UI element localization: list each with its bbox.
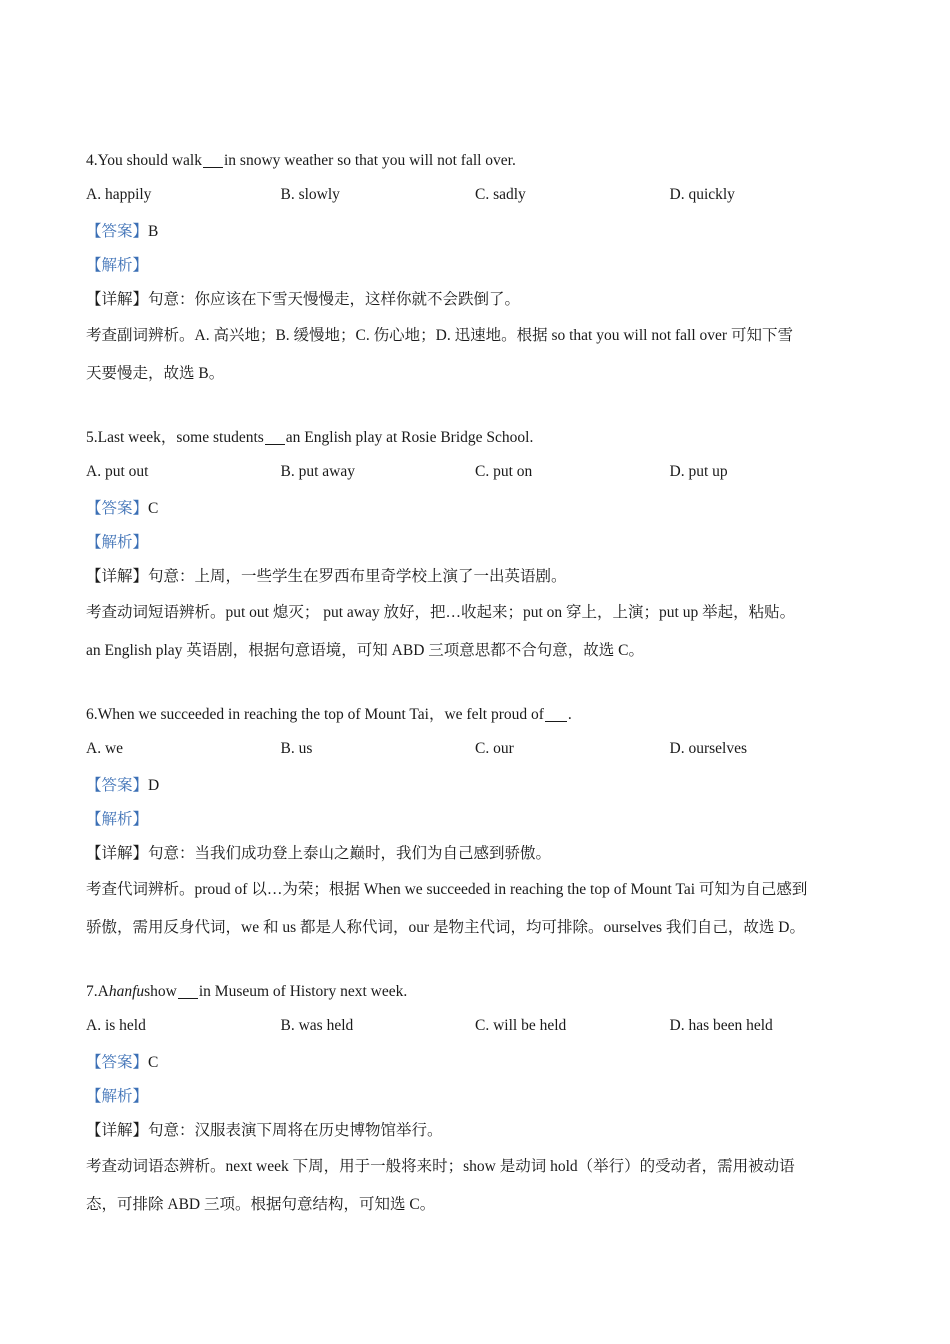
question-7 bbox=[86, 977, 876, 1224]
options-row bbox=[86, 175, 876, 215]
answer-line bbox=[86, 769, 876, 803]
question-4 bbox=[86, 146, 876, 393]
option-b: B. us bbox=[280, 740, 313, 757]
stem-text: in Museum of History next week. bbox=[198, 982, 408, 1000]
option-d: D. put up bbox=[669, 463, 728, 480]
stem-text: 6.When we succeeded in reaching the top of Mount Tai，we felt proud of bbox=[86, 705, 544, 723]
options-row bbox=[86, 452, 876, 492]
explanation-line: 骄傲，需用反身代词，we 和 us 都是人称代词，our 是物主代词，均可排除。ourselves 我们自己，故选 D。 bbox=[86, 919, 806, 936]
detail-line bbox=[86, 1114, 876, 1148]
answer-value: C bbox=[148, 1054, 159, 1071]
option-a: A. we bbox=[86, 740, 124, 757]
explanation-line: 考查动词短语辨析。put out 熄灭； put away 放好，把…收起来；put on 穿上，上演；put up 举起，粘贴。 bbox=[86, 604, 796, 621]
explanation-line: an English play 英语剧，根据句意语境，可知 ABD 三项意思都不合句意，故选 C。 bbox=[86, 642, 644, 659]
stem-italic-word: hanfu bbox=[108, 982, 145, 1000]
option-b: B. was held bbox=[280, 1017, 354, 1034]
stem-text: 5.Last week，some students bbox=[86, 428, 264, 446]
option-c: C. will be held bbox=[475, 1017, 567, 1034]
answer-line bbox=[86, 1046, 876, 1080]
option-d: D. quickly bbox=[669, 186, 735, 203]
answer-blank bbox=[265, 430, 285, 445]
document-page bbox=[86, 146, 876, 1254]
detail-tag: 【详解】 bbox=[86, 845, 149, 862]
option-c: C. our bbox=[475, 740, 514, 757]
answer-line bbox=[86, 492, 876, 526]
question-stem bbox=[86, 977, 876, 1006]
detail-text: 句意：汉服表演下周将在历史博物馆举行。 bbox=[148, 1122, 443, 1139]
question-6 bbox=[86, 700, 876, 947]
answer-tag: 【答案】 bbox=[86, 223, 149, 240]
option-a: A. happily bbox=[86, 186, 152, 203]
answer-value: D bbox=[148, 777, 160, 794]
answer-value: B bbox=[148, 223, 159, 240]
stem-text: an English play at Rosie Bridge School. bbox=[285, 428, 534, 446]
explanation-line: 考查副词辨析。A. 高兴地；B. 缓慢地；C. 伤心地；D. 迅速地。根据 so that you will not fall over 可知下雪 bbox=[86, 327, 793, 344]
explanation-line: 态，可排除 ABD 三项。根据句意结构，可知选 C。 bbox=[86, 1196, 436, 1213]
question-5 bbox=[86, 423, 876, 670]
answer-tag: 【答案】 bbox=[86, 1054, 149, 1071]
analysis-tag: 【解析】 bbox=[86, 534, 149, 551]
detail-line bbox=[86, 283, 876, 317]
answer-blank bbox=[203, 153, 223, 168]
stem-text: in snowy weather so that you will not fall over. bbox=[224, 151, 516, 169]
options-row bbox=[86, 1006, 876, 1046]
option-c: C. sadly bbox=[475, 186, 526, 203]
explanation-line: 考查动词语态辨析。next week 下周，用于一般将来时；show 是动词 hold（举行）的受动者，需用被动语 bbox=[86, 1158, 795, 1175]
option-a: A. is held bbox=[86, 1017, 146, 1034]
answer-value: C bbox=[148, 500, 159, 517]
answer-blank bbox=[178, 984, 198, 999]
analysis-line bbox=[86, 249, 876, 283]
detail-line bbox=[86, 837, 876, 871]
detail-tag: 【详解】 bbox=[86, 568, 149, 585]
answer-line bbox=[86, 215, 876, 249]
stem-text: . bbox=[567, 705, 572, 723]
explanation-line: 考查代词辨析。proud of 以…为荣；根据 When we succeeded in reaching the top of Mount Tai 可知为自己感到 bbox=[86, 881, 808, 898]
option-d: D. ourselves bbox=[669, 740, 747, 757]
question-stem bbox=[86, 423, 876, 452]
option-c: C. put on bbox=[475, 463, 533, 480]
detail-line bbox=[86, 560, 876, 594]
stem-text: 4.You should walk bbox=[86, 151, 202, 169]
analysis-tag: 【解析】 bbox=[86, 811, 149, 828]
question-stem bbox=[86, 700, 876, 729]
analysis-line bbox=[86, 803, 876, 837]
detail-text: 句意：上周，一些学生在罗西布里奇学校上演了一出英语剧。 bbox=[148, 568, 567, 585]
answer-blank bbox=[545, 707, 567, 722]
answer-tag: 【答案】 bbox=[86, 500, 149, 517]
stem-text: show bbox=[144, 982, 177, 1000]
analysis-tag: 【解析】 bbox=[86, 1088, 149, 1105]
analysis-line bbox=[86, 1080, 876, 1114]
analysis-tag: 【解析】 bbox=[86, 257, 149, 274]
question-stem bbox=[86, 146, 876, 175]
analysis-line bbox=[86, 526, 876, 560]
detail-tag: 【详解】 bbox=[86, 1122, 149, 1139]
explanation-line: 天要慢走，故选 B。 bbox=[86, 365, 225, 382]
options-row bbox=[86, 729, 876, 769]
option-b: B. put away bbox=[280, 463, 355, 480]
detail-tag: 【详解】 bbox=[86, 291, 149, 308]
option-b: B. slowly bbox=[280, 186, 340, 203]
answer-tag: 【答案】 bbox=[86, 777, 149, 794]
detail-text: 句意：你应该在下雪天慢慢走，这样你就不会跌倒了。 bbox=[148, 291, 521, 308]
option-d: D. has been held bbox=[669, 1017, 773, 1034]
detail-text: 句意：当我们成功登上泰山之巅时，我们为自己感到骄傲。 bbox=[148, 845, 552, 862]
option-a: A. put out bbox=[86, 463, 149, 480]
stem-text: 7.A bbox=[86, 982, 109, 1000]
